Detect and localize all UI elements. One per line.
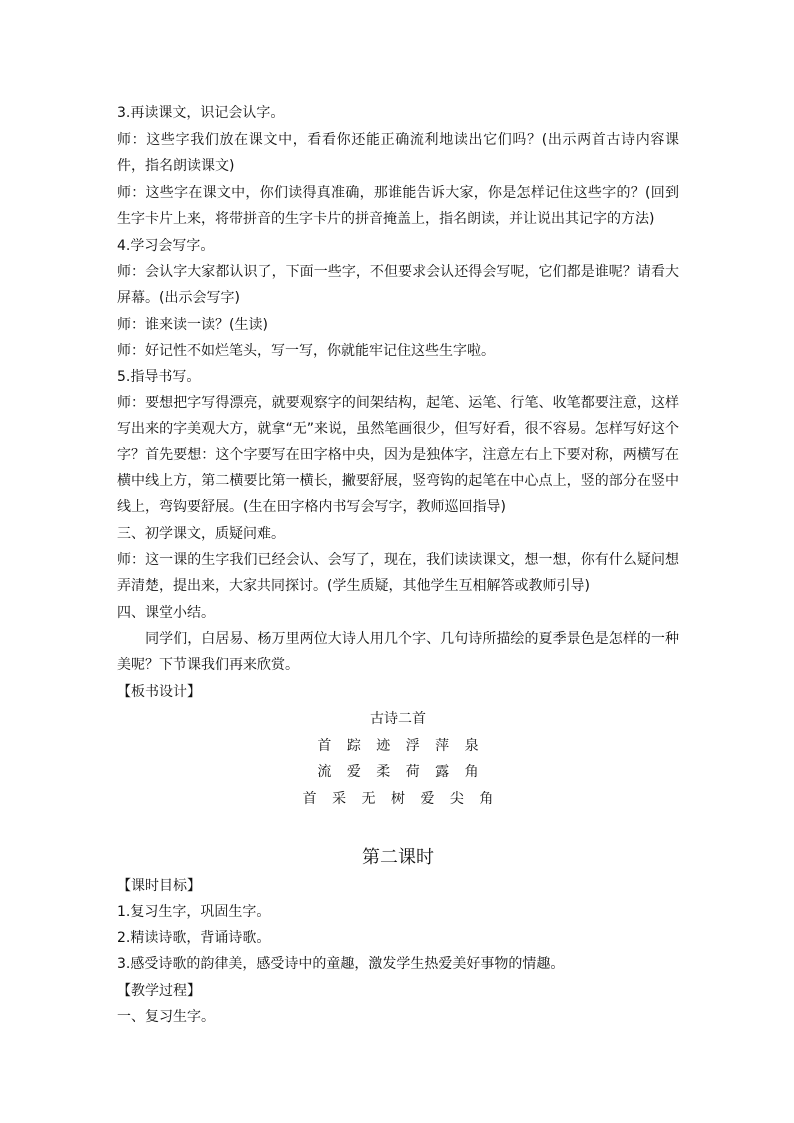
board-char: 树: [391, 791, 405, 807]
paragraph: 【教学过程】: [117, 983, 201, 999]
board-char: 流: [317, 764, 332, 780]
paragraph: 4.学习会写字。: [117, 238, 215, 254]
board-title: 古诗二首: [370, 711, 426, 727]
paragraph: 师：这一课的生字我们已经会认、会写了，现在，我们读读课文，想一想，你有什么疑问想弄清楚，提出来，大家共同探讨。(学生质疑，其他学生互相解答或教师引导): [117, 552, 679, 594]
board-char: 柔: [376, 764, 391, 780]
paragraph: 同学们，白居易、杨万里两位大诗人用几个字、几句诗所描绘的夏季景色是怎样的一种美呢？下节课我们再来欣赏。: [117, 631, 679, 673]
board-char: 采: [332, 791, 347, 807]
section-title: 第二课时: [362, 847, 434, 868]
paragraph: 四、课堂小结。: [117, 605, 215, 621]
board-char: 尖: [449, 791, 464, 807]
paragraph: 师：这些字我们放在课文中，看看你还能正确流利地读出它们吗？(出示两首古诗内容课件，指名朗读课文): [117, 132, 679, 174]
paragraph: 2.精读诗歌，背诵诗歌。: [117, 930, 271, 946]
board-char: 爱: [420, 791, 435, 807]
paragraph: 师：要想把字写得漂亮，就要观察字的间架结构，起笔、运笔、行笔、收笔都要注意，这样写出来的字美观大方，就拿“无”来说，虽然笔画很少，但写好看，很不容易。怎样写好这个字？首先要想：这个字要写在田字格中央，因为是独体字，注意左右上下要对称，两横写在横中线上方，第二横要比第一横长，撇要舒展，竖弯钩的起笔在中心点上，竖的部分在竖中线上，弯钩要舒展。(生在田字格内书写会写字，教师巡回指导): [117, 395, 679, 515]
board-char: 浮: [405, 738, 420, 754]
paragraph: 3.再读课文，识记会认字。: [117, 105, 285, 121]
paragraph: 【板书设计】: [117, 684, 201, 700]
board-char: 泉: [464, 738, 479, 754]
paragraph: 1.复习生字，巩固生字。: [117, 904, 271, 920]
board-row-2: [117, 761, 679, 781]
paragraph: 【课时目标】: [117, 878, 201, 894]
paragraph: 三、初学课文，质疑问难。: [117, 526, 285, 542]
paragraph: 一、复习生字。: [117, 1009, 215, 1025]
board-char: 角: [479, 791, 494, 807]
board-char: 首: [302, 791, 317, 807]
board-row-1: [117, 735, 679, 755]
board-char: 萍: [435, 738, 450, 754]
board-char: 角: [464, 764, 479, 780]
paragraph: 3.感受诗歌的韵律美，感受诗中的童趣，激发学生热爱美好事物的情趣。: [117, 956, 565, 972]
paragraph: 师：会认字大家都认识了，下面一些字，不但要求会认还得会写呢，它们都是谁呢？请看大屏幕。(出示会写字): [117, 264, 679, 306]
board-char: 爱: [346, 764, 361, 780]
board-char: 荷: [405, 764, 420, 780]
paragraph: 师：好记性不如烂笔头，写一写，你就能牢记住这些生字啦。: [117, 343, 495, 359]
board-char: 首: [317, 738, 332, 754]
board-row-3: [117, 788, 679, 808]
paragraph: 师：这些字在课文中，你们读得真准确，那谁能告诉大家，你是怎样记住这些字的？(回到生字卡片上来，将带拼音的生字卡片的拼音掩盖上，指名朗读，并让说出其记字的方法): [117, 185, 679, 227]
board-char: 踪: [346, 738, 361, 754]
board-char: 露: [435, 764, 450, 780]
paragraph: 5.指导书写。: [117, 369, 201, 385]
board-char: 迹: [376, 738, 391, 754]
board-char: 无: [361, 791, 376, 807]
paragraph: 师：谁来读一读？(生读): [117, 317, 268, 333]
